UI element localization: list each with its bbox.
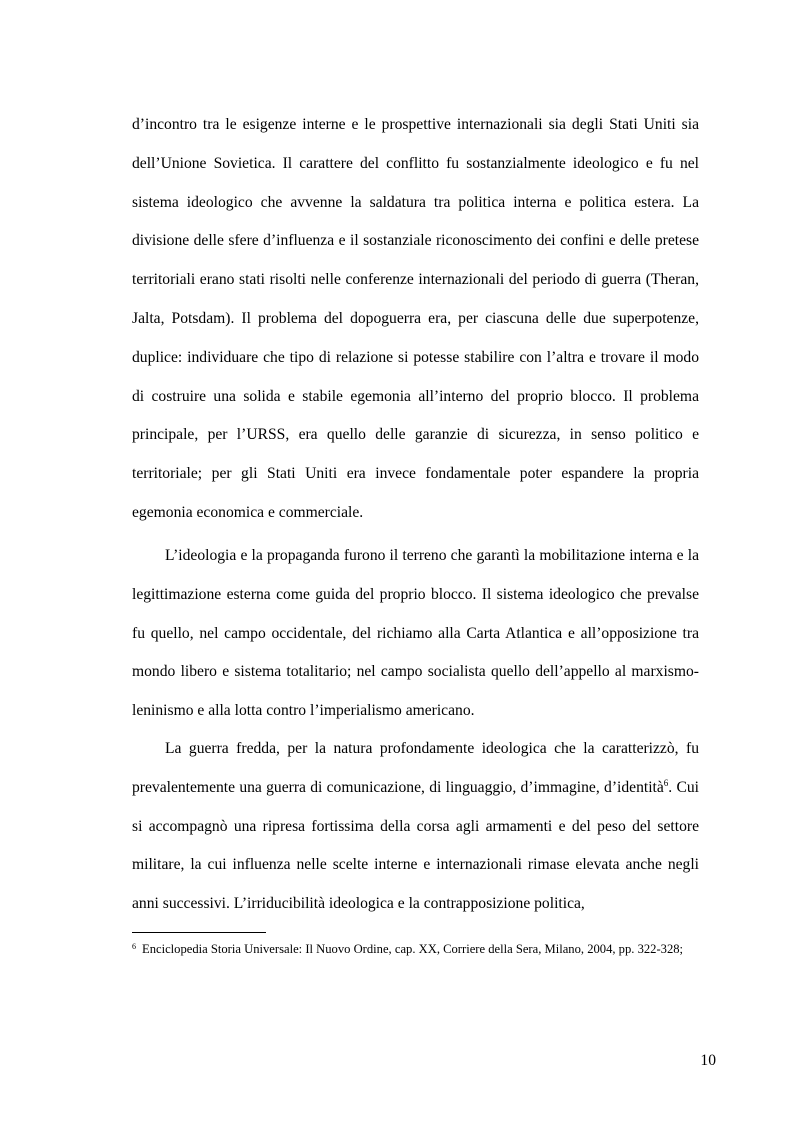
footnote-number: 6 [132, 942, 136, 951]
paragraph-3-text-start: La guerra fredda, per la natura profondamente ideologica che la caratterizzò, fu prevalentemente una guerra di comunicazione, di linguaggio, d’immagine, d’identità [132, 740, 699, 796]
footnote-reference: 6 [663, 777, 669, 788]
footnote-text: Enciclopedia Storia Universale: Il Nuovo Ordine, cap. XX, Corriere della Sera, Milano, 2004, pp. 322-328; [142, 942, 684, 956]
body-paragraph-1: d’incontro tra le esigenze interne e le prospettive internazionali sia degli Stati Uniti sia dell’Unione Sovietica. Il carattere del conflitto fu sostanzialmente ideologico e fu nel sistema ideologico che avvenne la saldatura tra politica interna e politica estera. La divisione delle sfere d’influenza e il sostanziale riconoscimento dei confini e delle pretese territoriali erano stati risolti nelle conferenze internazionali del periodo di guerra (Theran, Jalta, Potsdam). Il problema del dopoguerra era, per ciascuna delle due superpotenze, duplice: individuare che tipo di relazione si potesse stabilire con l’altra e trovare il modo di costruire una solida e stabile egemonia all’interno del proprio blocco. Il problema principale, per l’URSS, era quello delle garanzie di sicurezza, in senso politico e territoriale; per gli Stati Uniti era invece fondamentale poter espandere la propria egemonia economica e commerciale. [132, 116, 699, 521]
footnote [132, 941, 699, 958]
paragraph-3-text-end: . Cui si accompagnò una ripresa fortissima della corsa agli armamenti e del peso del settore militare, la cui influenza nelle scelte interne e internazionali rimase elevata anche negli anni successivi. L’irriducibilità ideologica e la contrapposizione politica, [132, 778, 700, 913]
footnote-separator [132, 932, 266, 933]
page-number: 10 [700, 1052, 716, 1069]
body-paragraph-2: L’ideologia e la propaganda furono il terreno che garantì la mobilitazione interna e la legittimazione esterna come guida del proprio blocco. Il sistema ideologico che prevalse fu quello, nel campo occidentale, del richiamo alla Carta Atlantica e all’opposizione tra mondo libero e sistema totalitario; nel campo socialista quello dell’appello al marxismo-leninismo e alla lotta contro l’imperialismo americano. [132, 547, 699, 720]
body-paragraph-3 [132, 730, 699, 924]
